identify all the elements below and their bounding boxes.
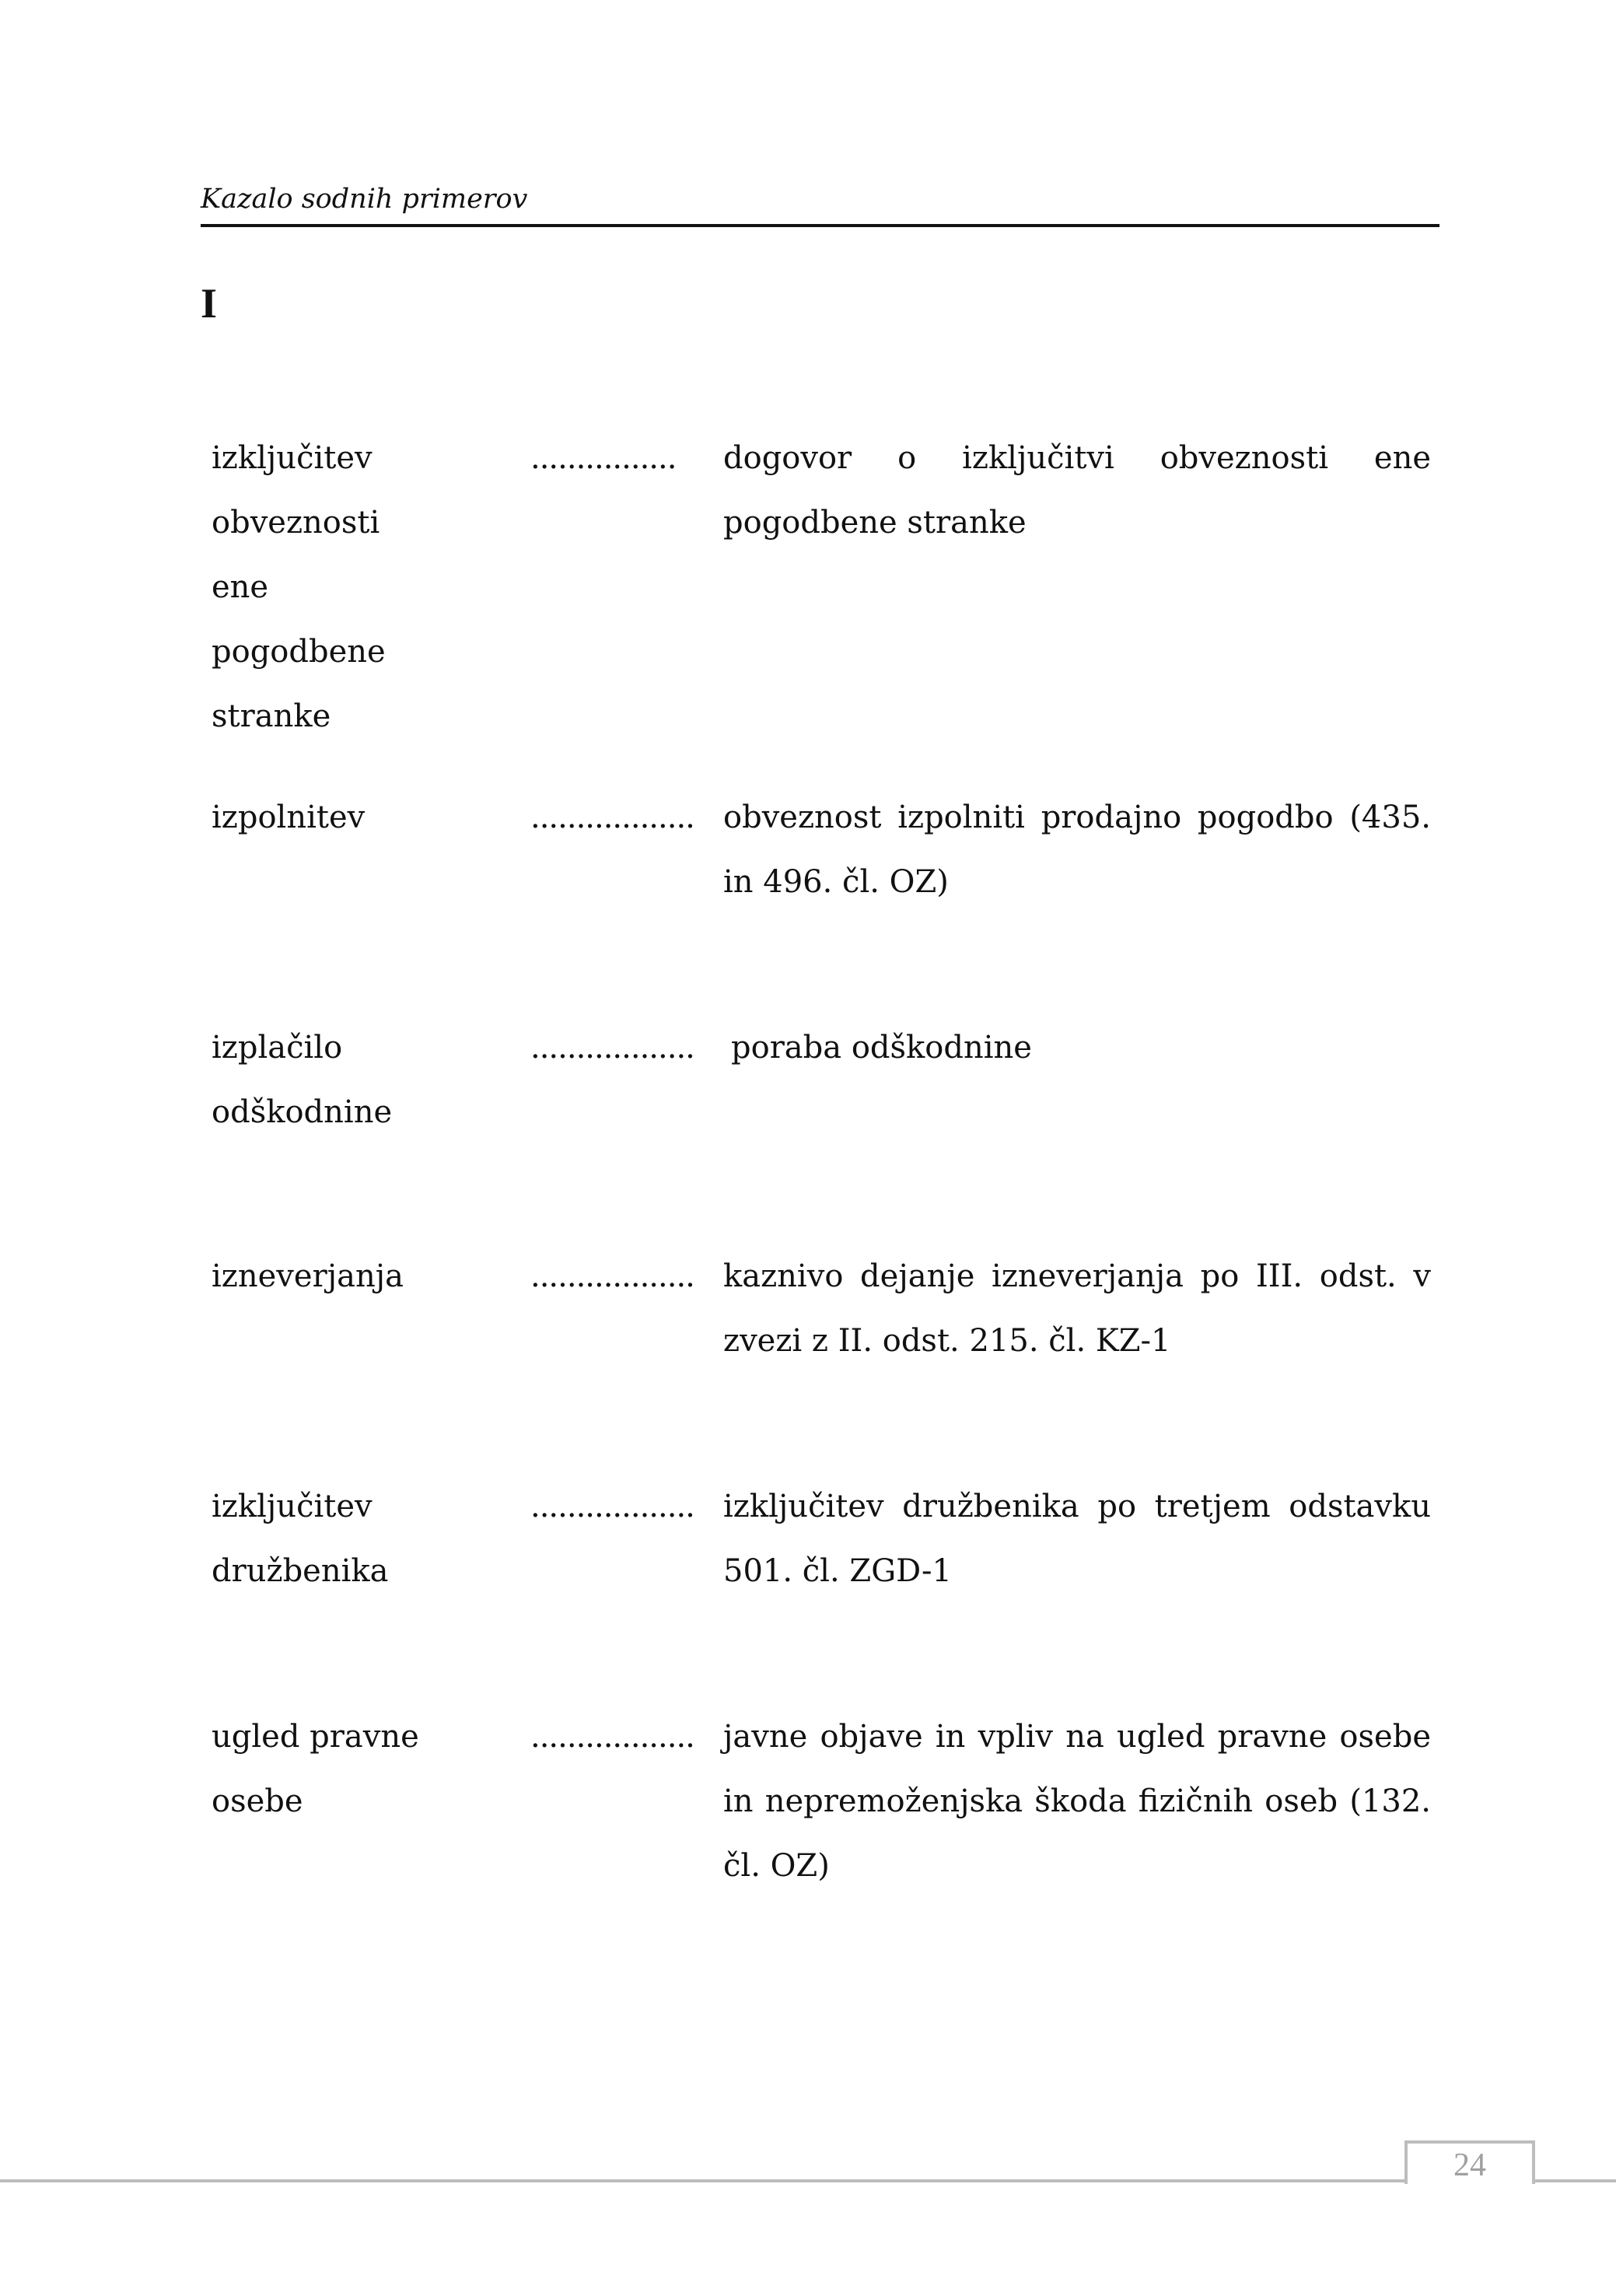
index-term: izplačilo odškodnine — [212, 1030, 393, 1130]
index-term: izneverjanja — [212, 1258, 404, 1294]
dot-leader: .................. — [530, 1489, 694, 1524]
index-definition: poraba odškodnine — [731, 1030, 1032, 1066]
index-definition: obveznost izpolniti prodajno pogodbo (435. in 496. čl. OZ) — [723, 800, 1431, 900]
header-rule — [201, 224, 1439, 227]
index-term: izključitev obveznosti ene pogodbene stranke — [212, 440, 386, 734]
index-definition: izključitev družbenika po tretjem odstavku 501. čl. ZGD-1 — [723, 1489, 1431, 1589]
footer-rule-right — [1532, 2179, 1616, 2182]
index-definition: javne objave in vpliv na ugled pravne osebe in nepremoženjska škoda fizičnih oseb (132. čl. OZ) — [723, 1719, 1431, 1884]
index-term: izpolnitev — [212, 800, 366, 835]
dot-leader: .................. — [530, 1258, 694, 1294]
running-header-title: Kazalo sodnih primerov — [201, 184, 528, 215]
page-number: 24 — [1453, 2147, 1486, 2183]
dot-leader: ................ — [530, 440, 677, 476]
index-term: ugled pravne osebe — [212, 1719, 419, 1819]
index-definition: kaznivo dejanje izneverjanja po III. odst. v zvezi z II. odst. 215. čl. KZ-1 — [723, 1258, 1431, 1359]
index-term: izključitev družbenika — [212, 1489, 389, 1589]
page-number-tab — [1404, 2140, 1535, 2184]
dot-leader: .................. — [530, 1719, 694, 1755]
footer-rule-left — [0, 2179, 1406, 2182]
index-definition: dogovor o izključitvi obveznosti ene pogodbene stranke — [723, 440, 1431, 541]
dot-leader: .................. — [530, 1030, 694, 1066]
dot-leader: .................. — [530, 800, 694, 835]
section-letter-heading: I — [201, 280, 218, 327]
